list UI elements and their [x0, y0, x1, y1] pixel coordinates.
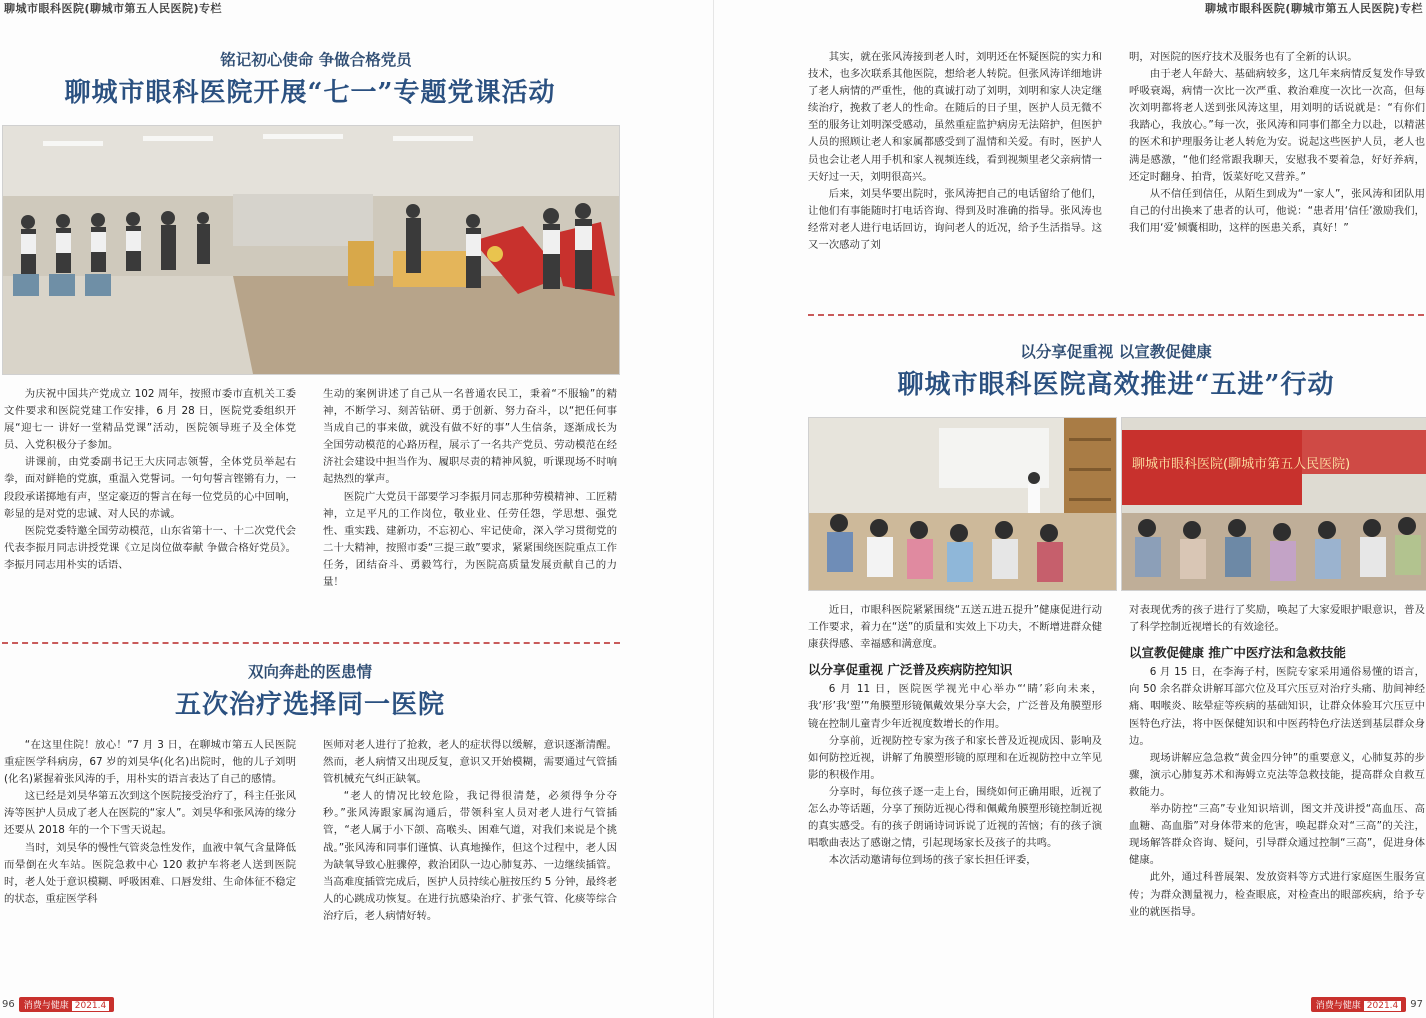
article2-col1: [4, 737, 296, 908]
article2-headline: 五次治疗选择同一医院: [174, 690, 445, 720]
article3-s2-p4: 此外，通过科普展架、发放资料等方式进行家庭医生服务宣传；为群众测量视力，检查眼底，对检查出的眼部疾病，给予专业的就医指导。: [1129, 871, 1425, 918]
story-cont-p1: 其实，就在张风涛接到老人时，刘明还在怀疑医院的实力和技术，也多次联系其他医院，想给老人转院。但张风涛详细地讲了老人病情的严重性，他的真诚打动了刘明，刘明和家人决定继续治疗，挽救了老人的性命。在随后的日子里，医护人员无微不至的服务让刘明深受感动，虽然重症监护病房无法陪护，但医护人员的照顾让老人和家属都感受到了温情和关爱。有时，医护人员也会让老人用手机和家人视频连线，看到视频里老父亲病情一天好过一天，刘明很高兴。: [808, 51, 1102, 183]
article3-kicker: 以分享促重视 以宣教促健康: [1020, 343, 1212, 361]
article2-p5: “老人的情况比较危险，我记得很清楚，必须得争分夺秒。”张风涛跟家属沟通后，带领科室人员对老人进行气管插管，“老人属于小下颌、高喉头、困难气道，对我们来说是个挑战。”张风涛和同事们谨慎、认真地操作，但这个过程中，老人因为缺氧导致心脏骤停，救治团队一边心肺复苏、一边继续插管。当高难度插管完成后，医护人员持续心脏按压约 5 分钟，最终老人的心跳成功恢复。在进行抗感染治疗、扩张气管、化痰等综合治疗后，老人病情好转。: [323, 790, 617, 922]
article3-col2: [1129, 602, 1425, 921]
article3-section2-title: 以宣教促健康 推广中医疗法和急救技能: [1129, 645, 1346, 661]
article1-p4: 生动的案例讲述了自己从一名普通农民工，秉着“不服输”的精神，不断学习、刻苦钻研、勇于创新、努力奋斗，以“把任何事当成自己的事来做，就没有做不好的事”人生信条，逐渐成长为全国劳动模范的心路历程，展示了一名共产党员、劳动模范在经济社会建设中担当作为、履职尽责的精神风貌，听课现场不时响起热烈的掌声。: [323, 388, 617, 486]
village-education-photo-art: [1122, 418, 1426, 590]
section-divider-left: [2, 642, 620, 644]
story-continued-col1: [808, 49, 1102, 254]
article3-s1-p3: 分享时，每位孩子逐一走上台，围绕如何正确用眼，近视了怎么办等话题，分享了预防近视心得和佩戴角膜塑形镜控制近视的真实感受。有的孩子朗诵诗词诉说了近视的苦恼；有的孩子演唱歌曲表达了感谢之情，引起现场家长及孩子的共鸣。: [808, 785, 1102, 850]
story-continued-col2: [1129, 49, 1425, 237]
folio-right: [1311, 997, 1423, 1012]
right-page: [713, 0, 1426, 1018]
article1-p3: 医院党委特邀全国劳动模范，山东省第十一、十二次党代会代表李振月同志讲授党课《立足岗位做奉献 争做合格好党员》。李振月同志用朴实的话语、: [4, 524, 296, 571]
article2-p2: 这已经是刘昊华第五次到这个医院接受治疗了，科主任张风涛等医护人员成了老人在医院的“家人”。刘昊华和张风涛的缘分还要从 2018 年的一个下雪天说起。: [4, 790, 296, 837]
article1-p1: 为庆祝中国共产党成立 102 周年，按照市委市直机关工委文件要求和医院党建工作安排，6 月 28 日，医院党委组织开展“迎七一 讲好一堂精品党课”活动，医院领导班子及全体党员、入党积极分子参加。: [4, 388, 296, 452]
magazine-year-left: 2021.4: [72, 1001, 110, 1011]
magazine-year-right: 2021.4: [1364, 1001, 1402, 1011]
article3-col1: [808, 602, 1102, 869]
sharing-session-photo: [808, 417, 1117, 591]
article2-p3: 当时，刘昊华的慢性气管炎急性发作，血液中氧气含量降低而晕倒在火车站。医院急救中心 120 救护车将老人送到医院时，老人处于意识模糊、呼吸困难、口唇发绀、生命体征不稳定的状态，重症医学科: [4, 841, 296, 905]
article1-headline: 聊城市眼科医院开展“七一”专题党课活动: [64, 78, 556, 108]
article1-col1: [4, 386, 296, 574]
article3-s1-p5: 对表现优秀的孩子进行了奖励，唤起了大家爱眼护眼意识，普及了科学控制近视增长的有效途径。: [1129, 604, 1425, 634]
article1-p2: 讲课前，由党委副书记王大庆同志领誓，全体党员举起右拳，面对鲜艳的党旗，重温入党誓词。一句句誓言铿锵有力，一段段承诺掷地有声，坚定豪迈的誓言在每一位党员的心中回响，彰显的是对党的忠诚、对人民的赤诚。: [4, 456, 296, 520]
village-banner-text: 聊城市眼科医院(聊城市第五人民医院): [1132, 457, 1351, 472]
article3-intro: 近日，市眼科医院紧紧围绕“五送五进五提升”健康促进行动工作要求，着力在“送”的质量和实效上下功夫，不断增进群众健康获得感、幸福感和满意度。: [808, 604, 1102, 651]
article3-headline: 聊城市眼科医院高效推进“五进”行动: [897, 370, 1335, 400]
article3-s2-p2: 现场讲解应急急救“黄金四分钟”的重要意义，心肺复苏的步骤，演示心肺复苏术和海姆立克法等急救技能，提高群众自救互救能力。: [1129, 751, 1425, 798]
article2-col2: [323, 737, 617, 925]
article2-p1: “在这里住院！放心！”7 月 3 日，在聊城市第五人民医院重症医学科病房，67 岁的刘昊华(化名)出院时，他的儿子刘明(化名)紧握着张风涛的手，用朴实的语言表达了自己的感情。: [4, 739, 296, 786]
folio-left: [2, 997, 114, 1012]
magazine-badge-right: [1311, 997, 1407, 1012]
article1-col2: [323, 386, 617, 591]
running-head-left: 聊城市眼科医院(聊城市第五人民医院)专栏: [4, 2, 223, 15]
magazine-badge-left: [19, 997, 115, 1012]
story-cont-p4: 由于老人年龄大、基础病较多，这几年来病情反复发作导致呼吸衰竭，病情一次比一次严重、救治难度一次比一次高，但每次刘明都将老人送到张风涛这里，用刘明的话说就是：“有你们我踏心，我放心。”每一次，张风涛和同事们都全力以赴，以精湛的医术和护理服务让老人转危为安。说起这些医护人员，老人也满是感激，“他们经常跟我聊天，安慰我不要着急，好好养病，还定时翻身、拍背，饭菜好吃又营养。”: [1129, 68, 1425, 183]
article3-s2-p1: 6 月 15 日，在李海子村，医院专家采用通俗易懂的语言，向 50 余名群众讲解耳部穴位及耳穴压豆对治疗头痛、肋间神经痛、咽喉炎、眩晕症等疾病的基础知识，让群众体验耳穴压豆中医特色疗法，将中医保健知识和中医药特色疗法送到基层群众身边。: [1129, 666, 1425, 747]
village-education-photo: [1121, 417, 1426, 591]
party-oath-photo-art: [3, 126, 619, 374]
running-head-right: 聊城市眼科医院(聊城市第五人民医院)专栏: [1204, 2, 1423, 15]
article3-s1-p4: 本次活动邀请每位到场的孩子家长担任评委，: [828, 854, 1037, 867]
article1-p5: 医院广大党员干部要学习李振月同志那种劳模精神、工匠精神，立足平凡的工作岗位，敬业业、任劳任怨，学思想、强党性、重实践、建新功，不忘初心、牢记使命，深入学习贯彻党的二十大精神，按照市委“三提三敢”要求，紧紧围绕医院重点工作任务，团结奋斗、勇毅笃行，为医院高质量发展贡献自己的力量！: [323, 490, 617, 589]
article3-s1-p2: 分享前，近视防控专家为孩子和家长普及近视成因、影响及如何防控近视，讲解了角膜塑形镜的原理和在近视防控中立竿见影的积极作用。: [808, 734, 1102, 781]
article1-kicker: 铭记初心使命 争做合格党员: [220, 51, 412, 69]
magazine-name-left: 消费与健康: [23, 1001, 69, 1011]
sharing-session-photo-art: [809, 418, 1116, 590]
magazine-name-right: 消费与健康: [1315, 1001, 1361, 1011]
story-cont-p2: 后来，刘昊华要出院时，张风涛把自己的电话留给了他们，让他们有事能随时打电话咨询、得到及时准确的指导。张风涛也经常对老人进行电话回访，询问老人的近况，给予生活指导。这又一次感动了刘: [808, 187, 1102, 252]
article3-section1-title: 以分享促重视 广泛普及疾病防控知识: [808, 662, 1013, 678]
article3-s1-p1: 6 月 11 日，医院医学视光中心举办“‘睛’彩向未来，我‘形’我‘塑’”角膜塑形镜佩戴效果分享大会，广泛普及角膜塑形镜在控制儿童青少年近视度数增长的作用。: [808, 683, 1102, 730]
article2-p4: 医师对老人进行了抢救，老人的症状得以缓解，意识逐渐清醒。然而，老人病情又出现反复，意识又开始模糊，需要通过气管插管机械充气纠正缺氧。: [323, 739, 617, 786]
party-oath-photo: [2, 125, 620, 375]
page-number-left: 96: [2, 999, 15, 1010]
section-divider-right: [808, 314, 1424, 316]
story-cont-p5: 从不信任到信任，从陌生到成为“一家人”，张风涛和团队用自己的付出换来了患者的认可，他说：“患者用‘信任’激励我们，我们用‘爱’倾囊相助，这样的医患关系，真好！”: [1129, 187, 1425, 234]
article3-s2-p3: 举办防控“三高”专业知识培训，图文并茂讲授“高血压、高血糖、高血脂”对身体带来的危害，唤起群众对“三高”的关注，现场解答群众咨询、疑问，引导群众通过控制“三高”，促进身体健康。: [1129, 803, 1425, 867]
story-cont-p3: 明，对医院的医疗技术及服务也有了全新的认识。: [1129, 51, 1358, 63]
article2-kicker: 双向奔赴的医患情: [247, 663, 372, 681]
page-number-right: 97: [1410, 999, 1423, 1010]
